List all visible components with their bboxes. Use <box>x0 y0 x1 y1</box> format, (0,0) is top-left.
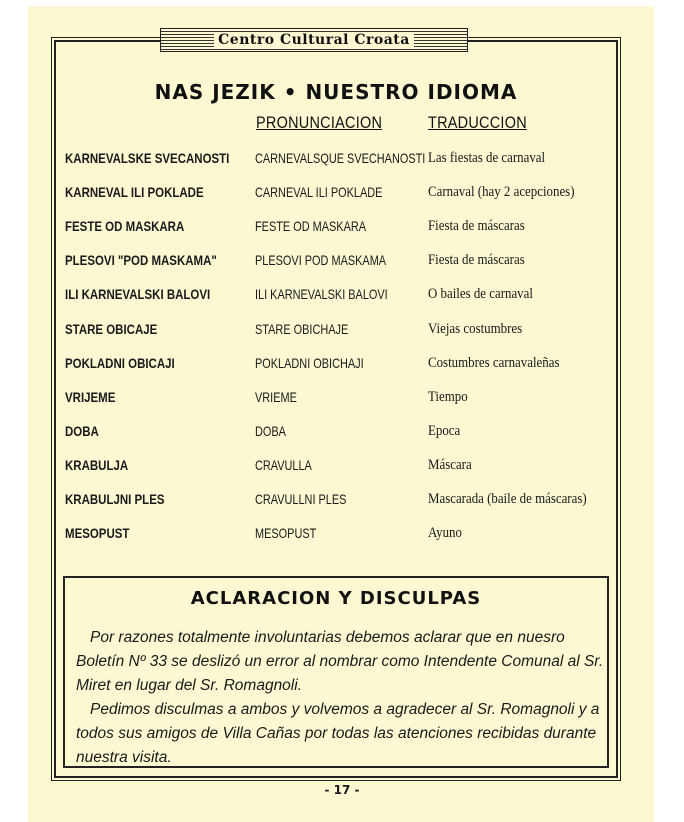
croatian-term: POKLADNI OBICAJI <box>65 354 175 371</box>
vocabulary-title: NAS JEZIK • NUESTRO IDIOMA <box>154 80 518 104</box>
pronunciation-cell: STARE OBICHAJE <box>255 320 349 337</box>
column-header-pronunciation: PRONUNCIACION <box>256 113 383 132</box>
pronunciation-cell: CARNEVAL ILI POKLADE <box>255 184 383 201</box>
table-row <box>0 423 684 445</box>
translation-cell: Epoca <box>428 422 461 439</box>
translation-cell: Fiesta de máscaras <box>428 218 525 235</box>
notice-title: ACLARACION Y DISCULPAS <box>190 588 482 609</box>
croatian-term: DOBA <box>65 422 99 439</box>
pronunciation-cell: ILI KARNEVALSKI BALOVI <box>255 286 388 303</box>
header-banner <box>160 28 468 52</box>
notice-paragraph-1: Por razones totalmente involuntarias debemos aclarar que en nuesro Boletín Nº 33 se deslizó un error al nombrar como Intendente Comunal al Sr. Miret en lugar del Sr. Romagnoli. <box>76 629 604 694</box>
pronunciation-cell: PLESOVI POD MASKAMA <box>255 252 387 269</box>
table-row <box>0 389 684 411</box>
translation-cell: Fiesta de máscaras <box>428 252 525 269</box>
croatian-term: KRABULJNI PLES <box>65 491 165 507</box>
column-header-translation: TRADUCCION <box>428 113 527 132</box>
table-row <box>0 150 684 172</box>
translation-cell: Viejas costumbres <box>428 320 523 337</box>
table-row <box>0 184 684 206</box>
table-row <box>0 321 684 343</box>
croatian-term: VRIJEME <box>65 388 116 405</box>
translation-cell: Costumbres carnavaleñas <box>428 354 560 371</box>
table-row <box>0 286 684 308</box>
pronunciation-cell: FESTE OD MASKARA <box>255 218 367 235</box>
croatian-term: MESOPUST <box>65 525 130 542</box>
translation-cell: O bailes de carnaval <box>428 286 533 303</box>
pronunciation-cell: POKLADNI OBICHAJI <box>255 354 364 371</box>
croatian-term: FESTE OD MASKARA <box>65 218 185 235</box>
page-number: - 17 - <box>324 783 360 797</box>
translation-cell: Máscara <box>428 456 472 473</box>
table-row <box>0 491 684 513</box>
croatian-term: KRABULJA <box>65 456 129 473</box>
notice-body <box>76 626 604 770</box>
banner-title: Centro Cultural Croata <box>214 33 414 48</box>
croatian-term: PLESOVI "POD MASKAMA" <box>65 252 217 269</box>
translation-cell: Tiempo <box>428 388 468 405</box>
pronunciation-cell: MESOPUST <box>255 525 317 542</box>
pronunciation-cell: CRAVULLA <box>255 456 312 473</box>
translation-cell: Las fiestas de carnaval <box>428 150 546 166</box>
croatian-term: KARNEVALSKE SVECANOSTI <box>65 150 230 166</box>
pronunciation-cell: VRIEME <box>255 388 297 405</box>
translation-cell: Carnaval (hay 2 acepciones) <box>428 184 575 201</box>
pronunciation-cell: CRAVULLNI PLES <box>255 491 347 507</box>
translation-cell: Ayuno <box>428 525 462 542</box>
table-row <box>0 525 684 547</box>
translation-cell: Mascarada (baile de máscaras) <box>428 491 587 507</box>
pronunciation-cell: CARNEVALSQUE SVECHANOSTI <box>255 150 426 166</box>
table-row <box>0 457 684 479</box>
croatian-term: STARE OBICAJE <box>65 320 158 337</box>
pronunciation-cell: DOBA <box>255 422 286 439</box>
croatian-term: ILI KARNEVALSKI BALOVI <box>65 286 211 303</box>
table-row <box>0 252 684 274</box>
table-row <box>0 218 684 240</box>
croatian-term: KARNEVAL ILI POKLADE <box>65 184 204 201</box>
table-row <box>0 355 684 377</box>
notice-paragraph-2: Pedimos disculmas a ambos y volvemos a agradecer al Sr. Romagnoli y a todos sus amigos de Villa Cañas por todas las atenciones recibidas durante nuestra visita. <box>76 701 600 766</box>
